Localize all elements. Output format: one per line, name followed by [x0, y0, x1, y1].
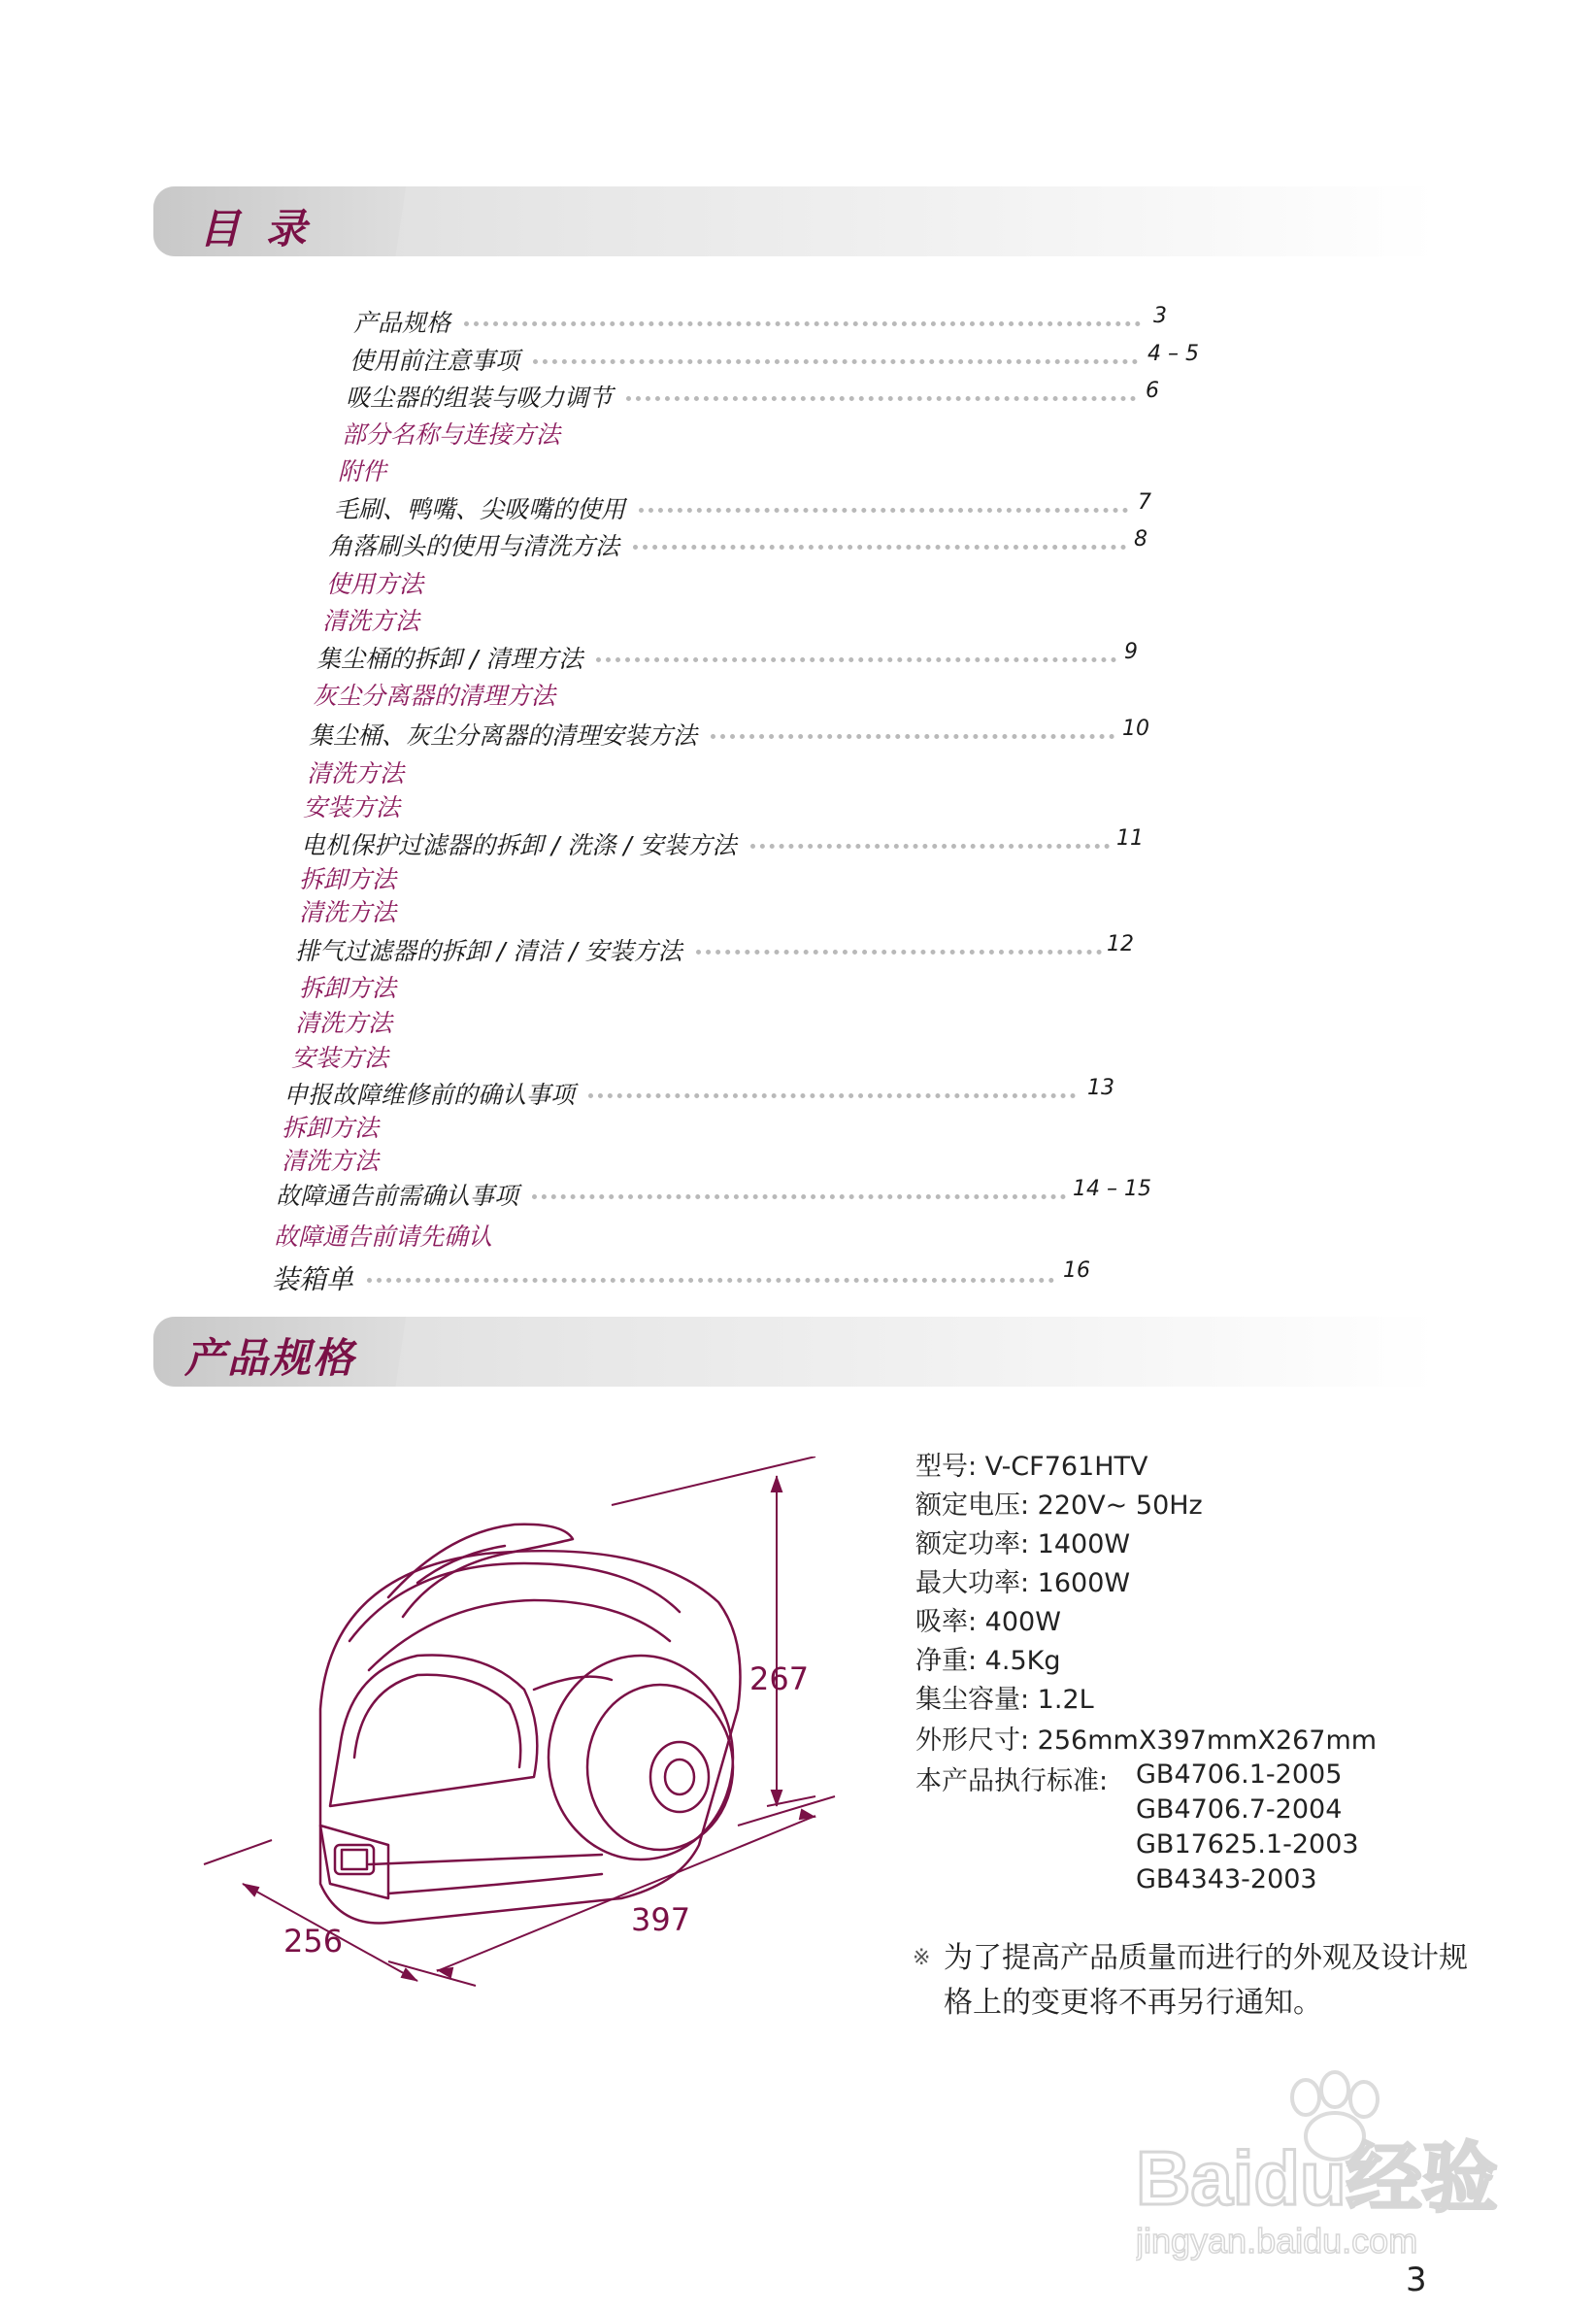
spec-model: 型号: V-CF761HTV	[915, 1452, 1148, 1482]
toc-entry	[283, 1076, 1114, 1111]
toc-entry	[295, 932, 1134, 967]
spec-rated-power: 额定功率: 1400W	[915, 1529, 1131, 1559]
toc-entry-label: 集尘桶的拆卸 / 清理方法	[316, 645, 583, 673]
toc-title: 目 录	[199, 205, 313, 252]
toc-leader-dots	[750, 844, 1110, 849]
watermark-url: jingyan.baidu.com	[1136, 2221, 1418, 2261]
toc-subentry: 故障通告前请先确认	[274, 1223, 493, 1251]
toc-entry-page: 3	[1153, 304, 1167, 328]
toc-leader-dots	[696, 950, 1102, 955]
toc-entry-page: 9	[1124, 640, 1138, 664]
toc-entry-page: 14 – 15	[1073, 1177, 1151, 1201]
dimension-width: 256	[283, 1923, 344, 1960]
toc-entry	[272, 1258, 1090, 1297]
toc-entry	[328, 527, 1147, 562]
toc-leader-dots	[626, 396, 1136, 401]
toc-entry-page: 8	[1134, 527, 1147, 552]
spec-suction: 吸率: 400W	[915, 1607, 1061, 1637]
toc-subentry: 清洗方法	[282, 1147, 380, 1175]
toc-subentry: 部分名称与连接方法	[342, 420, 561, 449]
toc-entry-label: 产品规格	[353, 309, 451, 337]
toc-entry-page: 13	[1087, 1076, 1114, 1100]
toc-subentry: 拆卸方法	[299, 974, 397, 1002]
toc-entry-page: 4 – 5	[1147, 342, 1199, 366]
baidu-watermark-logo	[1136, 2068, 1514, 2262]
toc-subentry: 灰尘分离器的清理方法	[313, 682, 556, 710]
toc-leader-dots	[464, 321, 1141, 326]
toc-entry-page: 16	[1063, 1258, 1090, 1283]
toc-entry-label: 角落刷头的使用与清洗方法	[328, 532, 620, 560]
spec-standard-2: GB4706.7-2004	[1136, 1794, 1343, 1825]
toc-leader-dots	[711, 734, 1114, 739]
toc-subentry: 拆卸方法	[282, 1114, 380, 1142]
toc-entry-label: 装箱单	[272, 1263, 354, 1295]
toc-leader-dots	[596, 657, 1116, 662]
spec-standard-4: GB4343-2003	[1136, 1864, 1317, 1894]
page-number: 3	[1406, 2261, 1427, 2299]
toc-entry	[353, 304, 1167, 339]
spec-voltage: 额定电压: 220V~ 50Hz	[915, 1491, 1203, 1521]
spec-standard-1: GB4706.1-2005	[1136, 1759, 1343, 1790]
toc-entry	[309, 717, 1149, 752]
toc-leader-dots	[633, 545, 1126, 550]
toc-entry-label: 申报故障维修前的确认事项	[283, 1081, 576, 1109]
toc-entry	[346, 379, 1159, 414]
toc-subentry: 清洗方法	[307, 759, 405, 787]
toc-leader-dots	[639, 508, 1128, 513]
dimension-length: 397	[631, 1901, 691, 1938]
toc-subentry: 拆卸方法	[299, 865, 397, 893]
toc-leader-dots	[588, 1093, 1076, 1098]
specs-title: 产品规格	[184, 1334, 356, 1382]
toc-leader-dots	[367, 1278, 1054, 1283]
toc-entry-page: 6	[1146, 379, 1159, 403]
vacuum-cleaner-drawing	[194, 1457, 874, 2000]
toc-leader-dots	[532, 1194, 1066, 1199]
toc-entry-label: 电机保护过滤器的拆卸 / 洗涤 / 安装方法	[301, 831, 737, 859]
toc-entry-page: 7	[1138, 490, 1151, 515]
toc-entry-page: 10	[1122, 717, 1149, 741]
toc-entry-page: 11	[1116, 826, 1144, 851]
spec-dimensions: 外形尺寸: 256mmX397mmX267mm	[915, 1726, 1378, 1756]
note-text: 为了提高产品质量而进行的外观及设计规格上的变更将不再另行通知。	[944, 1941, 1468, 2020]
toc-subentry: 使用方法	[326, 570, 424, 598]
toc-entry-label: 排气过滤器的拆卸 / 清洁 / 安装方法	[295, 937, 682, 965]
dimension-height: 267	[749, 1660, 810, 1697]
toc-entry-label: 毛刷、鸭嘴、尖吸嘴的使用	[334, 495, 626, 523]
spec-max-power: 最大功率: 1600W	[915, 1568, 1131, 1598]
toc-subentry: 清洗方法	[299, 898, 397, 926]
toc-entry	[334, 490, 1151, 525]
toc-subentry: 清洗方法	[322, 607, 420, 635]
toc-entry	[301, 826, 1144, 861]
watermark-brand: Baidu经验	[1136, 2135, 1498, 2221]
toc-entry-label: 使用前注意事项	[349, 347, 520, 375]
toc-entry-page: 12	[1107, 932, 1134, 956]
toc-subentry: 安装方法	[291, 1044, 389, 1072]
toc-entry-label: 集尘桶、灰尘分离器的清理安装方法	[309, 721, 698, 750]
note-mark: ※	[913, 1946, 931, 1970]
spec-standard-label: 本产品执行标准:	[915, 1766, 1109, 1796]
toc-subentry: 安装方法	[303, 793, 401, 821]
spec-standard-3: GB17625.1-2003	[1136, 1829, 1359, 1860]
spec-capacity: 集尘容量: 1.2L	[915, 1685, 1094, 1715]
spec-weight: 净重: 4.5Kg	[915, 1646, 1061, 1676]
toc-entry-label: 吸尘器的组装与吸力调节	[346, 384, 614, 412]
toc-leader-dots	[533, 359, 1138, 364]
toc-entry-label: 故障通告前需确认事项	[276, 1182, 519, 1210]
toc-subentry: 附件	[338, 457, 387, 486]
toc-subentry: 清洗方法	[295, 1009, 393, 1037]
toc-entry	[276, 1177, 1151, 1212]
toc-entry	[316, 640, 1138, 675]
toc-entry	[349, 342, 1199, 377]
